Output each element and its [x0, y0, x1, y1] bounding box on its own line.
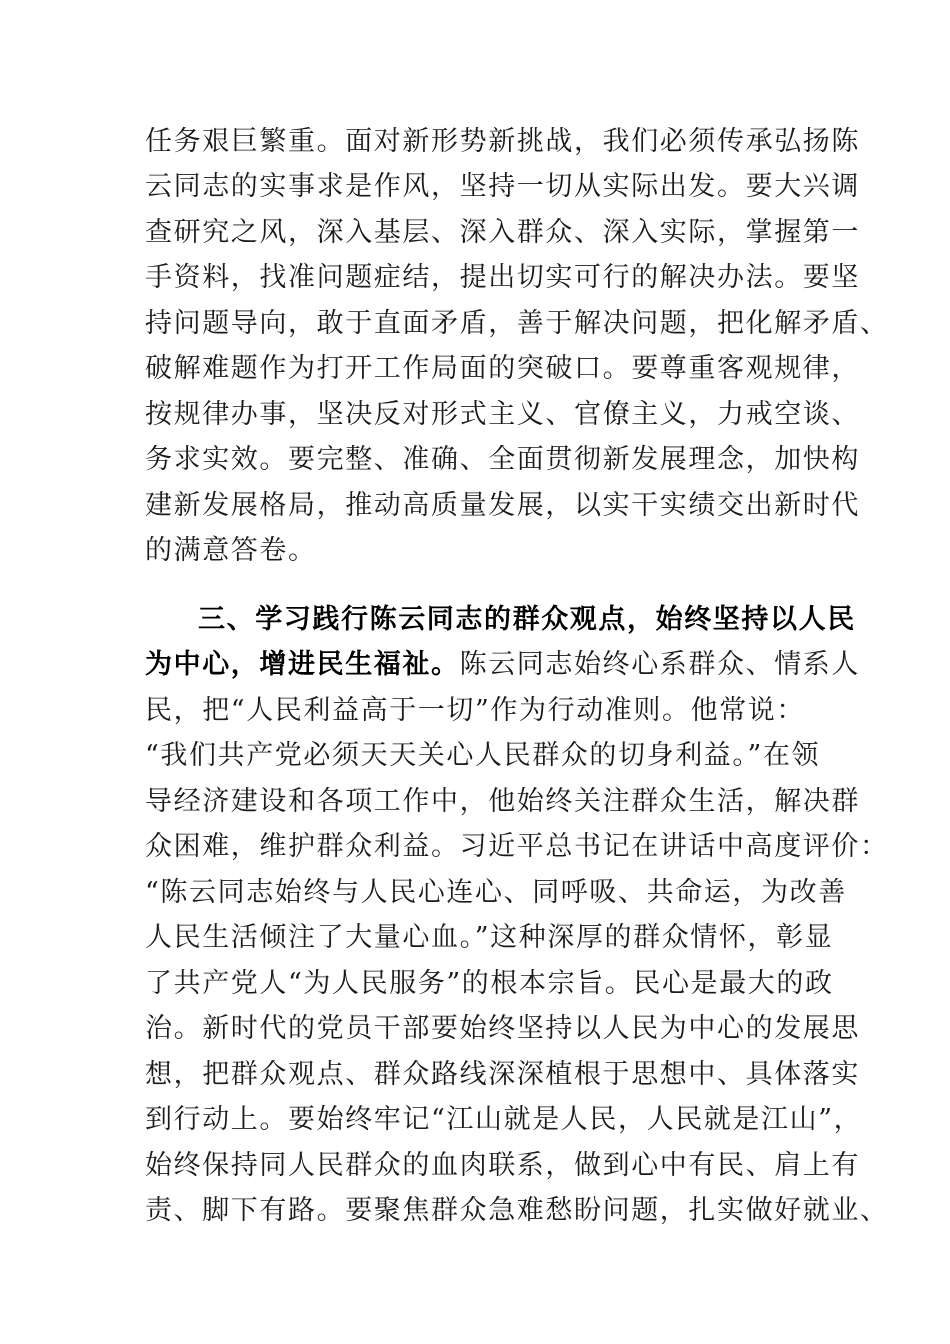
paragraph-line: 想，把群众观点、群众路线深深植根于思想中、具体落实: [145, 1059, 860, 1090]
paragraph-line: 责、脚下有路。要聚焦群众急难愁盼问题，扎实做好就业、: [145, 1195, 889, 1226]
section-heading: 三、学习践行陈云同志的群众观点，始终坚持以人民: [198, 604, 856, 635]
paragraph-line: 查研究之风，深入基层、深入群众、深入实际，掌握第一: [145, 217, 860, 248]
paragraph-line: 众困难，维护群众利益。习近平总书记在讲话中高度评价：: [145, 831, 889, 862]
paragraph-line: 到行动上。要始终牢记“江山就是人民，人民就是江山”，: [145, 1104, 863, 1135]
paragraph-line: “陈云同志始终与人民心连心、同呼吸、共命运，为改善: [145, 877, 847, 908]
section-heading-line-2: [145, 649, 860, 681]
paragraph-line: 的满意答卷。: [145, 535, 317, 566]
paragraph-line: 治。新时代的党员干部要始终坚持以人民为中心的发展思: [145, 1013, 860, 1044]
section-heading-tail: 为中心，增进民生福祉。: [145, 649, 460, 680]
paragraph-line: 手资料，找准问题症结，提出切实可行的解决办法。要坚: [145, 262, 860, 293]
paragraph-line: 按规律办事，坚决反对形式主义、官僚主义，力戒空谈、: [145, 399, 860, 430]
paragraph-line: “我们共产党必须天天关心人民群众的切身利益。”在领: [145, 740, 821, 771]
paragraph-line: 持问题导向，敢于直面矛盾，善于解决问题，把化解矛盾、: [145, 308, 889, 339]
paragraph-line: 云同志的实事求是作风，坚持一切从实际出发。要大兴调: [145, 171, 860, 202]
paragraph-line: 务求实效。要完整、准确、全面贯彻新发展理念，加快构: [145, 444, 860, 475]
paragraph-line: 了共产党人“为人民服务”的根本宗旨。民心是最大的政: [145, 968, 834, 999]
paragraph-line: 民，把“人民利益高于一切”作为行动准则。他常说：: [145, 695, 806, 726]
paragraph-text: 陈云同志始终心系群众、情系人: [459, 649, 861, 680]
paragraph-line: 建新发展格局，推动高质量发展，以实干实绩交出新时代: [145, 490, 860, 521]
paragraph-line: 破解难题作为打开工作局面的突破口。要尊重客观规律，: [145, 353, 860, 384]
paragraph-line: 人民生活倾注了大量心血。”这种深厚的群众情怀，彰显: [145, 922, 834, 953]
paragraph-line: 始终保持同人民群众的血肉联系，做到心中有民、肩上有: [145, 1150, 860, 1181]
paragraph-line: 导经济建设和各项工作中，他始终关注群众生活，解决群: [145, 786, 860, 817]
paragraph-line: 任务艰巨繁重。面对新形势新挑战，我们必须传承弘扬陈: [145, 126, 860, 157]
